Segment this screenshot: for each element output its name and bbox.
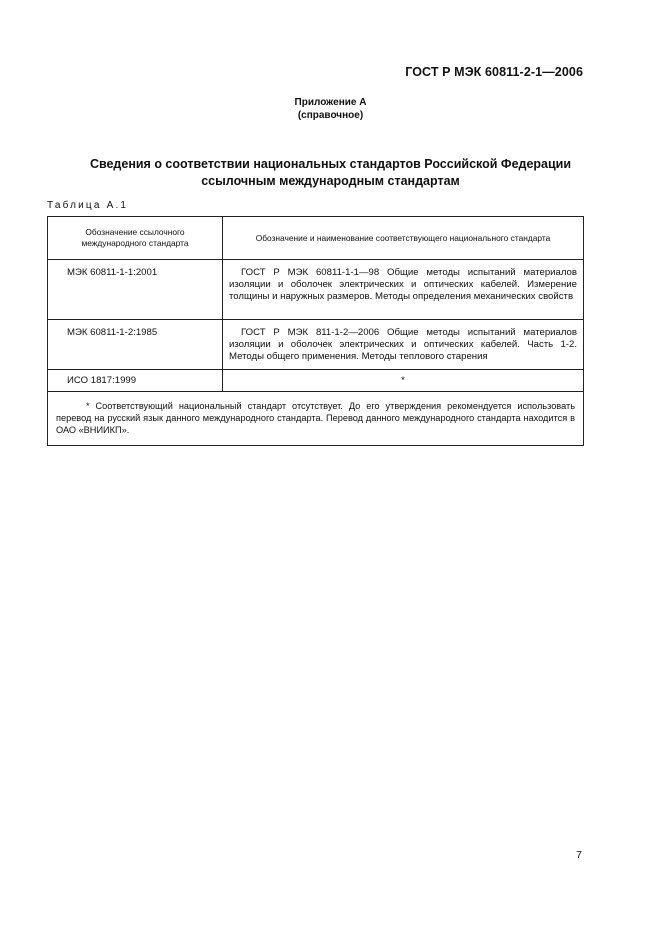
table-caption: Таблица А.1 [47,200,129,211]
appendix-subtitle: (справочное) [297,110,364,121]
appendix-title-block [0,96,661,122]
section-heading-line-2: ссылочным международным стандартам [201,174,460,188]
international-standard-cell: ИСО 1817:1999 [48,370,223,392]
national-standard-text: ГОСТ Р МЭК 811-1-2—2006 Общие методы испытаний материалов изоляции и оболочек электрических и оптических кабелей. Часть 1-2. Методы общего применения. Методы теплового старения [229,327,577,362]
international-standard-cell: МЭК 60811-1-1:2001 [48,260,223,320]
international-standard-cell: МЭК 60811-1-2:1985 [48,320,223,370]
table-header-row [48,217,584,260]
national-standard-cell [223,260,584,320]
correspondence-table [47,216,584,446]
page-number: 7 [576,849,582,861]
section-heading-line-1: Сведения о соответствии национальных стандартов Российской Федерации [89,157,572,171]
table-row [48,370,584,392]
table-footnote-text: * Соответствующий национальный стандарт отсутствует. До его утверждения рекомендуется использовать перевод на русский язык данного международного стандарта. Перевод данного международного стандарта находится в ОАО «ВНИИКП». [56,401,575,435]
table-footnote [48,392,584,446]
table-row [48,260,584,320]
appendix-title: Приложение А [294,97,367,108]
national-standard-text: ГОСТ Р МЭК 60811-1-1—98 Общие методы испытаний материалов изоляции и оболочек электрических и оптических кабелей. Измерение толщины и наружных размеров. Методы определения механических свойств [229,267,577,302]
section-heading [60,156,601,190]
document-code-header: ГОСТ Р МЭК 60811-2-1—2006 [405,65,583,79]
national-standard-cell: * [223,370,584,392]
column-header-international: Обозначение ссылочного международного стандарта [48,217,223,260]
table-row [48,320,584,370]
column-header-national: Обозначение и наименование соответствующего национального стандарта [223,217,584,260]
table-footnote-row [48,392,584,446]
national-standard-cell [223,320,584,370]
